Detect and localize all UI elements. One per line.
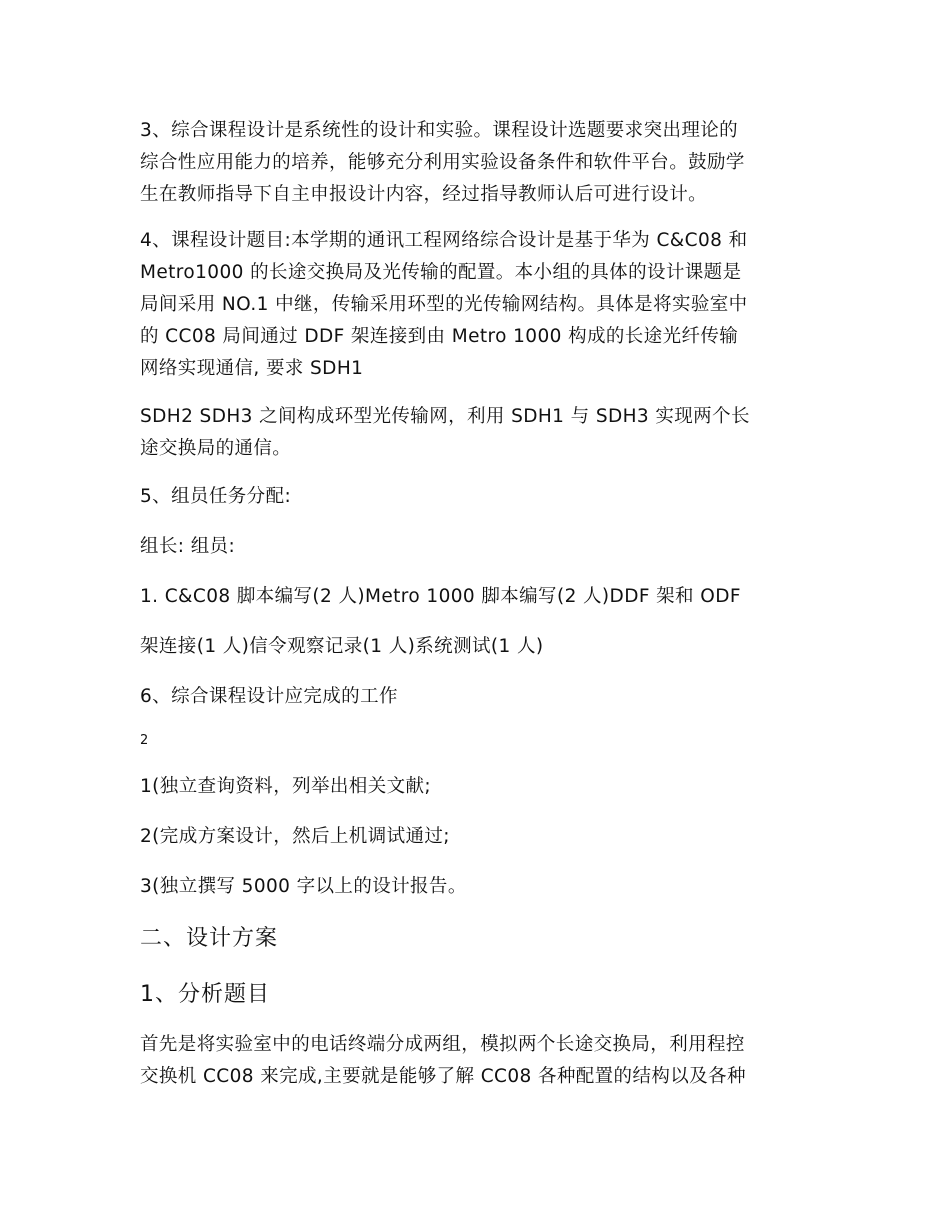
paragraph-4-line-5: 网络实现通信, 要求 SDH1 (140, 358, 364, 379)
task-list-line-2: 架连接(1 人)信令观察记录(1 人)系统测试(1 人) (140, 636, 544, 657)
section-5-heading: 5、组员任务分配: (140, 486, 292, 507)
paragraph-4-line-1: 4、课程设计题目:本学期的通讯工程网络综合设计是基于华为 C&C08 和 (140, 230, 748, 251)
paragraph-3-line-2: 综合性应用能力的培养，能够充分利用实验设备条件和软件平台。鼓励学 (140, 152, 745, 173)
page-number: 2 (140, 733, 149, 748)
paragraph-4-line-3: 局间采用 NO.1 中继，传输采用环型的光传输网结构。具体是将实验室中 (140, 294, 748, 315)
task-list-line-1: 1. C&C08 脚本编写(2 人)Metro 1000 脚本编写(2 人)DDF 架和 ODF (140, 586, 741, 607)
paragraph-3-line-3: 生在教师指导下自主申报设计内容，经过指导教师认后可进行设计。 (140, 184, 708, 205)
section-6-heading: 6、综合课程设计应完成的工作 (140, 686, 398, 707)
paragraph-sdh-line-2: 途交换局的通信。 (140, 438, 292, 459)
work-item-1: 1(独立查询资料，列举出相关文献; (140, 776, 432, 797)
paragraph-sdh-line-1: SDH2 SDH3 之间构成环型光传输网，利用 SDH1 与 SDH3 实现两个长 (140, 406, 750, 427)
team-roles: 组长: 组员: (140, 536, 236, 557)
work-item-2: 2(完成方案设计，然后上机调试通过; (140, 826, 450, 847)
analysis-line-1: 首先是将实验室中的电话终端分成两组，模拟两个长途交换局，利用程控 (140, 1034, 745, 1055)
paragraph-4-line-4: 的 CC08 局间通过 DDF 架连接到由 Metro 1000 构成的长途光纤传输 (140, 326, 739, 347)
paragraph-3-line-1: 3、综合课程设计是系统性的设计和实验。课程设计选题要求突出理论的 (140, 120, 739, 141)
work-item-3: 3(独立撰写 5000 字以上的设计报告。 (140, 876, 467, 897)
section-1-heading: 1、分析题目 (140, 982, 270, 1007)
paragraph-4-line-2: Metro1000 的长途交换局及光传输的配置。本小组的具体的设计课题是 (140, 262, 742, 283)
chapter-2-heading: 二、设计方案 (140, 926, 279, 951)
analysis-line-2: 交换机 CC08 来完成,主要就是能够了解 CC08 各种配置的结构以及各种 (140, 1066, 746, 1087)
